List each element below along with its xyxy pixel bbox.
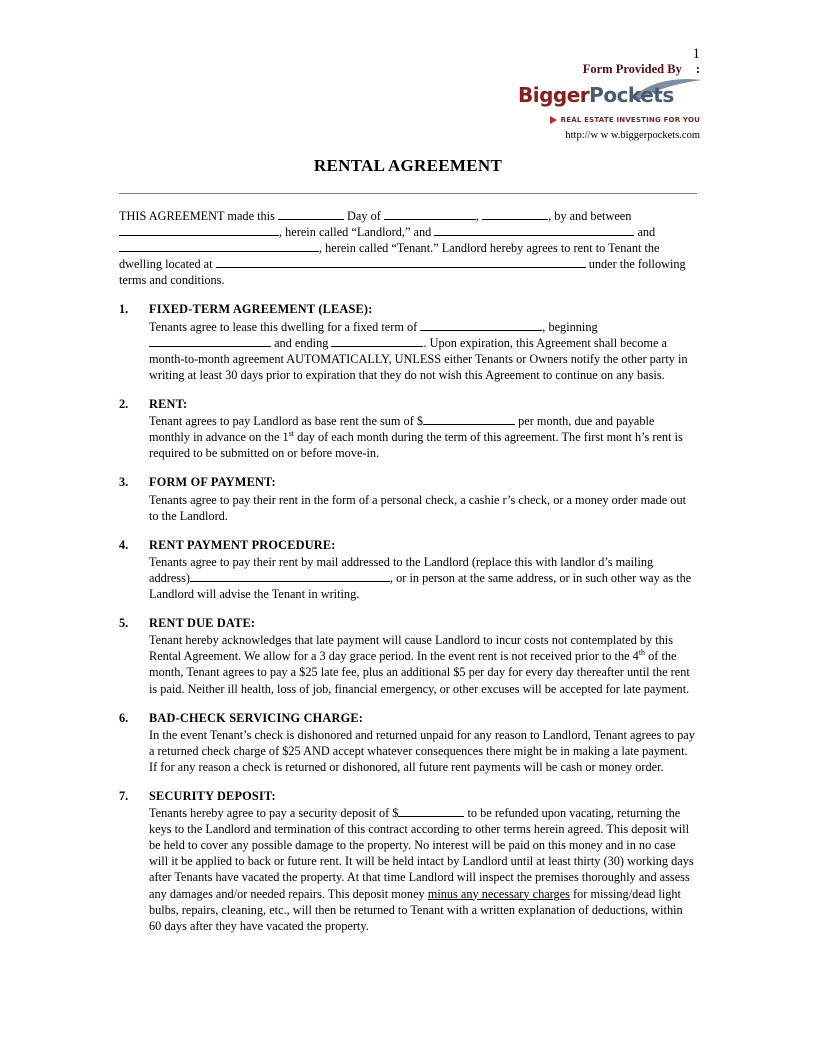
form-provided-by-label: Form Provided By — [582, 62, 682, 76]
arrow-icon — [550, 116, 557, 124]
clause-7-text-b: to be refunded upon vacating, returning the keys to the Landlord and termination of this contract according to other terms herein agreed. This deposit will be held to cover any possible damage to the property. No interest will be paid on this money and in no case will it be applied to back or future rent. It will be held intact by Landlord until at least thirty (30) working days after Tenants have vacated the property. At that time Landlord will inspect the premises thoroughly and assess any damages and/or needed repairs. This deposit money — [149, 806, 694, 901]
clause-7-number: 7. — [119, 789, 129, 803]
blank-month[interactable] — [384, 219, 476, 220]
clause-2 — [119, 396, 697, 461]
blank-address[interactable] — [216, 267, 586, 268]
clause-4-text — [149, 554, 697, 602]
logo-word-bigger: Bigger — [518, 83, 590, 107]
intro-text-8: under the following terms and conditions. — [119, 257, 686, 288]
clause-7-text-d: for missing/dead light bulbs, repairs, cleaning, etc., will then be returned to Tenant with a written explanation of deductions, within 60 days after they have vacated the property. — [149, 886, 683, 933]
clause-2-text — [149, 413, 697, 461]
form-provided-by-row — [420, 62, 700, 77]
logo-mark — [518, 81, 700, 115]
clause-1-number: 1. — [119, 302, 129, 317]
clause-4-heading: RENT PAYMENT PROCEDURE: — [149, 537, 336, 552]
page-number: 1 — [692, 46, 700, 62]
clause-2-text-a: Tenant agrees to pay Landlord as base rent the sum of $ — [149, 414, 424, 429]
clause-6 — [119, 710, 697, 775]
clause-1-text-d: . Upon expiration, this Agreement shall become a month-to-month agreement AUTOMATICALLY, UNLESS either Tenants or Owners notify the other party in writing at least 30 days prior to expiration that they do not wish this Agreement to continue on any basis. — [149, 335, 688, 382]
clause-4 — [119, 537, 697, 602]
clause-1 — [119, 301, 697, 382]
clause-1-text-a: Tenants agree to lease this dwelling for a fixed term of — [149, 319, 418, 334]
intro-text-5: , herein called “Landlord,” and — [279, 225, 432, 240]
page-title: RENTAL AGREEMENT — [313, 156, 503, 175]
clause-5-number: 5. — [119, 616, 129, 631]
logo-tagline-row — [550, 116, 700, 124]
blank-day[interactable] — [278, 219, 344, 220]
header-logo-block — [420, 62, 700, 141]
clause-5-text-b: of the month, Tenant agrees to pay a $25 late fee, plus an additional $5 per day for every day thereafter until the rent is paid. Neither ill health, loss of job, financial emergency, or other excuses will be accepted for late payment. — [149, 649, 690, 696]
website-url: http://w w w.biggerpockets.com — [565, 130, 700, 141]
clause-4-number: 4. — [119, 537, 129, 552]
blank-fixed-term[interactable] — [420, 330, 542, 331]
intro-text-7: , herein called “Tenant.” Landlord hereby agrees to rent to Tenant the dwelling located at — [119, 241, 660, 272]
intro-text-2: Day of — [347, 209, 381, 223]
clause-7-text-a: Tenants hereby agree to pay a security deposit of $ — [149, 806, 399, 821]
clause-2-text-c: day of each month during the term of this agreement. The first mont h’s rent is required to be submitted on or before move-in. — [149, 430, 683, 461]
clause-5-text — [149, 632, 697, 696]
intro-text-6: and — [637, 225, 656, 240]
clause-2-number: 2. — [119, 396, 129, 411]
clause-7-heading: SECURITY DEPOSIT: — [149, 789, 276, 803]
clause-6-heading: BAD-CHECK SERVICING CHARGE: — [149, 710, 364, 725]
clause-2-text-b: per month, due and payable monthly in advance on the 1 — [149, 414, 655, 445]
clause-1-heading: FIXED-TERM AGREEMENT (LEASE): — [149, 302, 373, 317]
clause-1-text-b: , beginning — [542, 319, 598, 334]
blank-tenant-name-1[interactable] — [434, 235, 634, 236]
blank-landlord-name[interactable] — [119, 235, 279, 236]
logo-tagline: REAL ESTATE INVESTING FOR YOU — [560, 116, 700, 124]
document-body — [119, 208, 697, 934]
clause-1-text-c: and ending — [274, 335, 329, 350]
blank-mailing-address[interactable] — [190, 581, 390, 582]
clause-4-text-a: Tenants agree to pay their rent by mail addressed to the Landlord (replace this with landlor d’s mailing address) — [149, 554, 654, 585]
logo-word-pockets: Pockets — [589, 83, 674, 107]
clause-4-text-b: , or in person at the same address, or in such other way as the Landlord will advise the Tenant in writing. — [149, 570, 692, 601]
clause-7 — [119, 788, 697, 934]
blank-begin-date[interactable] — [149, 346, 271, 347]
title-divider — [119, 193, 697, 194]
clause-5-ordinal: th — [638, 648, 646, 658]
clause-7-text — [149, 805, 697, 934]
clause-1-text — [149, 319, 697, 383]
blank-security-deposit[interactable] — [398, 816, 464, 817]
logo-wordmark — [518, 83, 674, 107]
clause-2-ordinal: st — [288, 429, 295, 439]
intro-text-1: THIS AGREEMENT made this — [119, 209, 275, 223]
blank-end-date[interactable] — [331, 346, 423, 347]
intro-text-4: , by and between — [548, 209, 632, 223]
blank-year[interactable] — [482, 219, 548, 220]
intro-paragraph — [119, 208, 697, 288]
clause-5-heading: RENT DUE DATE: — [149, 616, 256, 631]
clause-7-text-c: minus any necessary charges — [427, 886, 570, 901]
blank-base-rent[interactable] — [423, 424, 515, 425]
clause-6-text: In the event Tenant’s check is dishonored and returned unpaid for any reason to Landlord, Tenant agrees to pay a returned check charge of $25 AND accept whatever consequences there might be in making a late payment. If for any reason a check is returned or dishonored, all future rent payments will be cash or money order. — [149, 727, 695, 774]
colon-separator: : — [695, 62, 700, 76]
clause-2-heading: RENT: — [149, 396, 188, 411]
clause-3 — [119, 474, 697, 523]
clause-6-number: 6. — [119, 710, 129, 725]
intro-text-3: , — [475, 209, 479, 223]
clause-3-text: Tenants agree to pay their rent in the form of a personal check, a cashie r’s check, or a money order made out to the Landlord. — [149, 492, 687, 523]
clause-3-heading: FORM OF PAYMENT: — [149, 475, 276, 490]
clause-5-text-a: Tenant hereby acknowledges that late payment will cause Landlord to incur costs not contemplated by this Rental Agreement. We allow for a 3 day grace period. In the event rent is not received prior to the 4 — [149, 633, 673, 664]
biggerpockets-logo — [420, 81, 700, 141]
blank-tenant-name-2[interactable] — [119, 251, 319, 252]
clause-3-number: 3. — [119, 475, 129, 490]
clause-5 — [119, 615, 697, 697]
